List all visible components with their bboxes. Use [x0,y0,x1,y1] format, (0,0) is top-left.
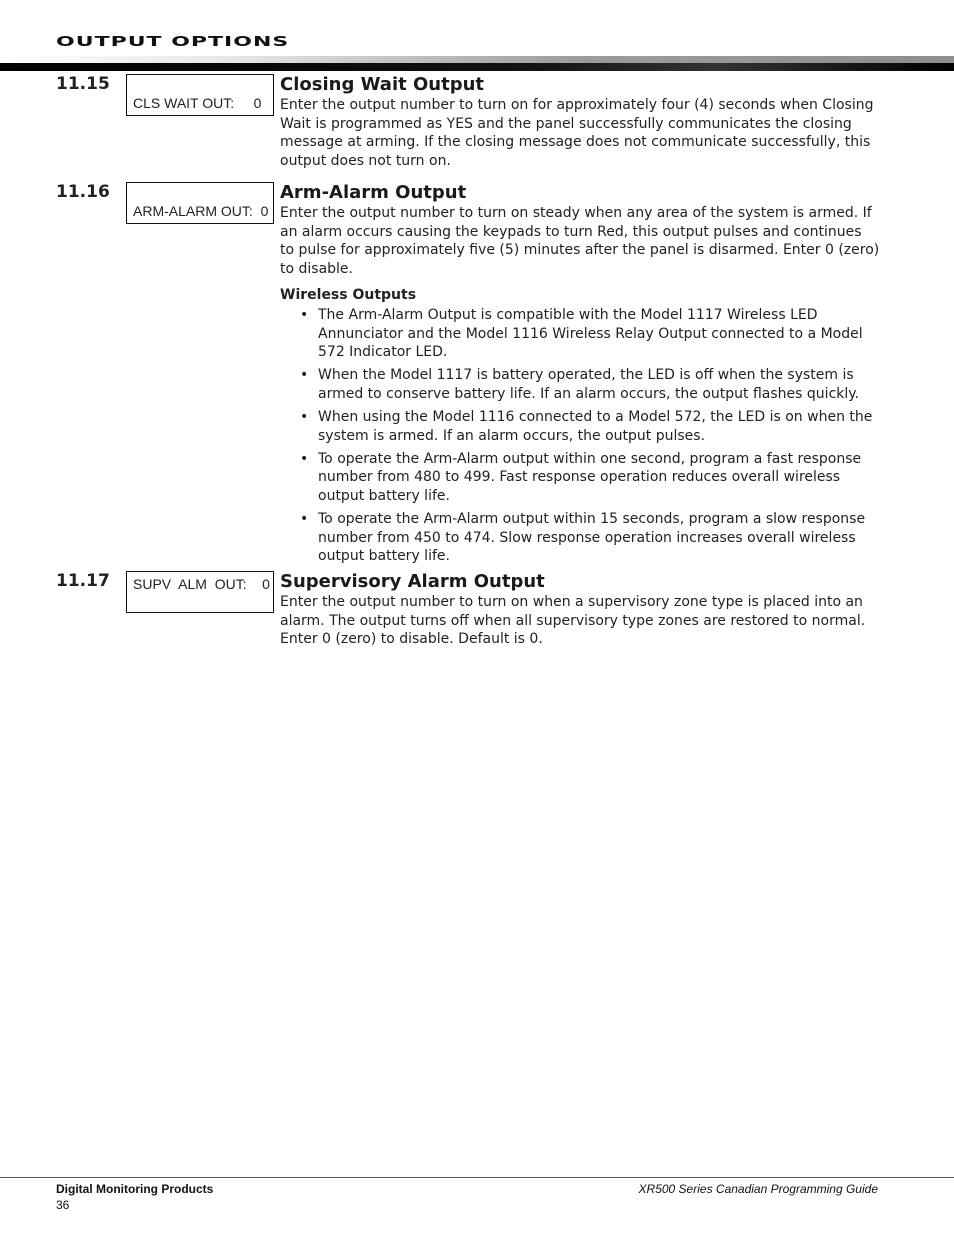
bullet-icon: • [300,408,309,425]
bullet-icon: • [300,367,309,384]
footer-company: Digital Monitoring Products [56,1182,214,1196]
footer-guide-title: XR500 Series Canadian Programming Guide [638,1182,878,1196]
keypad-display [126,182,274,224]
keypad-display-text: SUPV ALM OUT: 0 [133,576,270,592]
keypad-display-text: ARM-ALARM OUT: 0 [133,203,269,219]
section-paragraph: Enter the output number to turn on for approximately four (4) seconds when Closing Wait is programmed as YES and the panel successfully communicates the closing message at arming. If the closing message does not communicate successfully, this output does not turn on. [280,97,874,169]
list-item [280,306,880,362]
list-item [280,510,880,566]
page-header [0,0,954,72]
list-item [280,450,880,506]
section-number: 11.15 [56,74,110,94]
section-number: 11.17 [56,571,110,591]
section-paragraph: Enter the output number to turn on when a supervisory zone type is placed into an alarm. The output turns off when all supervisory type zones are restored to normal. Enter 0 (zero) to disable. Default is 0. [280,594,866,648]
section-title: Arm-Alarm Output [280,182,467,203]
page-title: OUTPUT OPTIONS [56,34,290,50]
list-item-text: To operate the Arm-Alarm output within one second, program a fast response number from 480 to 499. Fast response operation reduces overall wireless output battery life. [318,450,862,504]
list-item [280,408,880,445]
bullet-icon: • [300,306,309,323]
list-item-text: When the Model 1117 is battery operated, the LED is off when the system is armed to conserve battery life. If an alarm occurs, the output flashes quickly. [318,367,859,402]
keypad-display [126,74,274,116]
list-item-text: When using the Model 1116 connected to a Model 572, the LED is on when the system is armed. If an alarm occurs, the output pulses. [318,408,873,444]
list-item-text: The Arm-Alarm Output is compatible with the Model 1117 Wireless LED Annunciator and the Model 1116 Wireless Relay Output connected to a Model 572 Indicator LED. [318,306,863,361]
section-content [280,74,880,170]
subheading-wireless-outputs: Wireless Outputs [280,287,417,304]
page-number: 36 [56,1198,70,1212]
keypad-display [126,571,274,613]
header-rule [0,55,954,71]
section-title: Supervisory Alarm Output [280,571,545,592]
keypad-display-text: CLS WAIT OUT: 0 [133,95,262,111]
footer-rule [0,1177,954,1178]
section-paragraph: Enter the output number to turn on steady when any area of the system is armed. If an alarm occurs causing the keypads to turn Red, this output pulses and continues to pulse for approximately five (5) minutes after the panel is disarmed. Enter 0 (zero) to disable. [280,205,880,277]
section-number: 11.16 [56,182,110,202]
bullet-list [280,306,880,566]
bullet-icon: • [300,450,309,467]
bullet-icon: • [300,510,309,527]
list-item-text: To operate the Arm-Alarm output within 15 seconds, program a slow response number from 450 to 474. Slow response operation increases overall wireless output battery life. [318,510,866,565]
section-title: Closing Wait Output [280,74,485,95]
section-content [280,182,880,570]
section-content [280,571,880,649]
list-item [280,366,880,403]
